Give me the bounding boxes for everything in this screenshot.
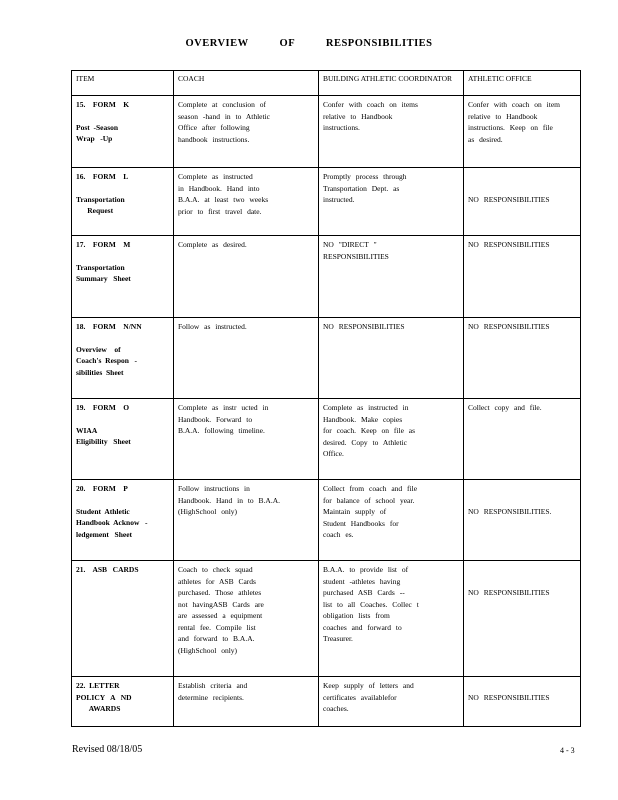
coach-cell: Complete at conclusion of season -hand in to Athletic Office after following handbook instructions. xyxy=(174,96,319,168)
coordinator-cell: Collect from coach and file for balance of school year. Maintain supply of Student Handbooks for coach es. xyxy=(319,480,464,561)
table-row xyxy=(72,318,581,399)
item-number: 22. LETTER POLICY A ND AWARDS xyxy=(76,681,132,713)
header-item: ITEM xyxy=(72,71,174,96)
item-number: 18. FORM N/NN xyxy=(76,322,142,331)
office-cell: Confer with coach on item relative to Handbook instructions. Keep on file as desired. xyxy=(464,96,581,168)
item-name: WIAA Eligibility Sheet xyxy=(76,425,131,446)
office-cell: NO RESPONSIBILITIES xyxy=(464,677,581,727)
item-name: Post -Season Wrap -Up xyxy=(76,122,119,143)
header-building-athletic-coordinator: BUILDING ATHLETIC COORDINATOR xyxy=(319,71,464,96)
table-row xyxy=(72,677,581,727)
page-number: 4 - 3 xyxy=(560,746,575,755)
item-number: 17. FORM M xyxy=(76,240,131,249)
table-row xyxy=(72,236,581,318)
office-cell: NO RESPONSIBILITIES xyxy=(464,168,581,236)
coach-cell: Follow as instructed. xyxy=(174,318,319,399)
item-name: Transportation Request xyxy=(76,194,125,215)
office-cell: NO RESPONSIBILITIES xyxy=(464,318,581,399)
item-number: 20. FORM P xyxy=(76,484,128,493)
coach-cell: Coach to check squad athletes for ASB Cards purchased. Those athletes not havingASB Cards are are assessed a equipment rental fee. Compile list and forward to B.A.A. (HighSchool only) xyxy=(174,561,319,677)
table-row xyxy=(72,168,581,236)
coordinator-cell: Keep supply of letters and certificates availablefor coaches. xyxy=(319,677,464,727)
item-cell xyxy=(72,561,174,677)
coordinator-cell: B.A.A. to provide list of student -athletes having purchased ASB Cards -- list to all Coaches. Collec t obligation lists from coaches and forward to Treasurer. xyxy=(319,561,464,677)
header-athletic-office: ATHLETIC OFFICE xyxy=(464,71,581,96)
item-name: Overview of Coach's Respon - sibilities Sheet xyxy=(76,344,138,377)
coordinator-cell: Confer with coach on items relative to Handbook instructions. xyxy=(319,96,464,168)
item-cell xyxy=(72,318,174,399)
item-cell xyxy=(72,168,174,236)
coach-cell: Complete as instructed in Handbook. Hand into B.A.A. at least two weeks prior to first travel date. xyxy=(174,168,319,236)
coach-cell: Complete as desired. xyxy=(174,236,319,318)
office-cell: Collect copy and file. xyxy=(464,399,581,480)
responsibilities-table xyxy=(71,70,581,727)
coach-cell: Establish criteria and determine recipients. xyxy=(174,677,319,727)
header-coach: COACH xyxy=(174,71,319,96)
table-row xyxy=(72,561,581,677)
item-number: 15. FORM K xyxy=(76,100,130,109)
office-cell: NO RESPONSIBILITIES. xyxy=(464,480,581,561)
coordinator-cell: NO RESPONSIBILITIES xyxy=(319,318,464,399)
header-row xyxy=(72,71,581,96)
office-cell: NO RESPONSIBILITIES xyxy=(464,561,581,677)
item-cell xyxy=(72,236,174,318)
table-row xyxy=(72,399,581,480)
coach-cell: Complete as instr ucted in Handbook. Forward to B.A.A. following timeline. xyxy=(174,399,319,480)
item-number: 21. ASB CARDS xyxy=(76,565,139,574)
item-number: 16. FORM L xyxy=(76,172,129,181)
item-number: 19. FORM O xyxy=(76,403,130,412)
office-cell: NO RESPONSIBILITIES xyxy=(464,236,581,318)
revision-date: Revised 08/18/05 xyxy=(72,744,143,755)
item-cell xyxy=(72,677,174,727)
coordinator-cell: NO "DIRECT " RESPONSIBILITIES xyxy=(319,236,464,318)
item-name: Transportation Summary Sheet xyxy=(76,262,131,283)
table-row xyxy=(72,480,581,561)
coach-cell: Follow instructions in Handbook. Hand in to B.A.A. (HighSchool only) xyxy=(174,480,319,561)
item-cell xyxy=(72,480,174,561)
item-name: Student Athletic Handbook Acknow - ledgement Sheet xyxy=(76,506,148,539)
item-cell xyxy=(72,96,174,168)
page-title: OVERVIEW OF RESPONSIBILITIES xyxy=(185,38,433,49)
table-row xyxy=(72,96,581,168)
item-cell xyxy=(72,399,174,480)
coordinator-cell: Promptly process through Transportation Dept. as instructed. xyxy=(319,168,464,236)
coordinator-cell: Complete as instructed in Handbook. Make copies for coach. Keep on file as desired. Copy to Athletic Office. xyxy=(319,399,464,480)
